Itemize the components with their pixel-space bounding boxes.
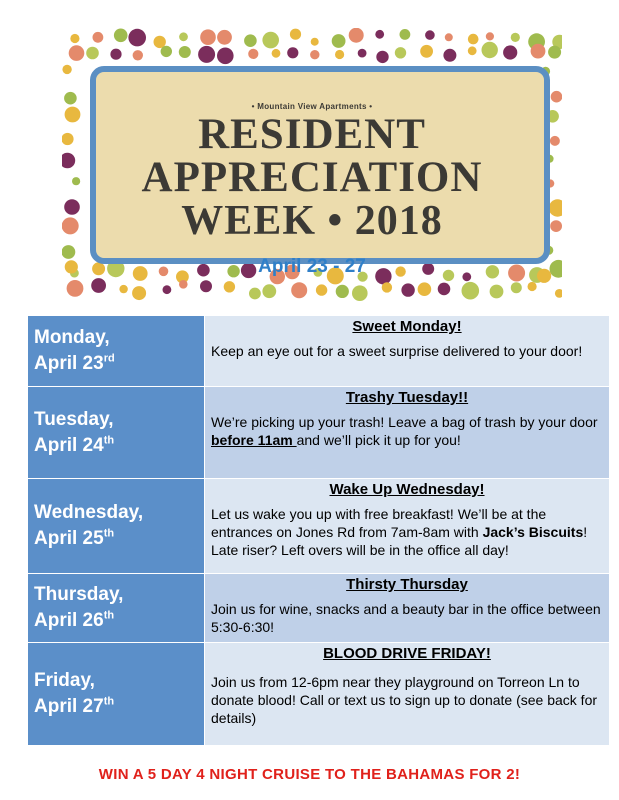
confetti-dot <box>217 30 232 45</box>
confetti-dot <box>503 45 517 59</box>
confetti-dot <box>375 30 384 39</box>
confetti-dot <box>70 34 79 43</box>
confetti-dot <box>438 283 451 296</box>
confetti-dot <box>69 45 85 61</box>
confetti-dot <box>486 32 494 40</box>
confetti-dot <box>349 28 364 43</box>
confetti-dot <box>443 49 456 62</box>
day-date: April 26th <box>34 609 115 631</box>
confetti-dot <box>179 32 188 41</box>
confetti-dot <box>425 30 435 40</box>
confetti-dot <box>511 33 520 42</box>
confetti-dot <box>311 38 319 46</box>
event-body: Keep an eye out for a sweet surprise delivered to your door! <box>211 343 583 359</box>
confetti-dot <box>161 46 172 57</box>
confetti-dot <box>93 32 104 43</box>
day-cell <box>28 387 205 479</box>
event-title: BLOOD DRIVE FRIDAY! <box>323 645 491 662</box>
confetti-dot <box>468 34 479 45</box>
confetti-dot <box>200 29 216 45</box>
confetti-dot <box>198 46 215 63</box>
confetti-dot <box>310 50 319 59</box>
confetti-dot <box>336 285 349 298</box>
schedule-row-friday <box>28 643 610 746</box>
confetti-dot <box>200 280 212 292</box>
event-title: Thirsty Thursday <box>346 576 468 593</box>
day-cell <box>28 479 205 574</box>
confetti-dot <box>248 49 258 59</box>
event-body: Join us for wine, snacks and a beauty bar in the office between 5:30-6:30! <box>211 601 601 635</box>
confetti-dot <box>332 34 346 48</box>
schedule-row-wednesday <box>28 479 610 574</box>
event-body: We’re picking up your trash! Leave a bag of trash by your door before 11am and we’ll pick it up for you! <box>211 414 598 448</box>
banner-title-line3: WEEK • 2018 <box>181 198 443 244</box>
confetti-dot <box>272 49 281 58</box>
confetti-dot <box>262 32 279 49</box>
schedule-row-tuesday <box>28 387 610 479</box>
event-body: Let us wake you up with free breakfast! We’ll be at the entrances on Jones Rd from 7am-8am with Jack’s Biscuits! Late riser? Left overs will be in the office all day! <box>211 506 588 558</box>
event-body: Join us from 12-6pm near they playground on Torreon Ln to donate blood! Call or text us to sign up to donate (see back for details) <box>211 674 598 726</box>
property-name: • Mountain View Apartments • <box>251 102 373 111</box>
banner-title-line2: APPRECIATION <box>141 154 483 201</box>
confetti-dot <box>91 278 106 293</box>
confetti-dot <box>445 33 453 41</box>
confetti-dot <box>262 284 276 298</box>
confetti-dot <box>468 46 477 55</box>
confetti-dot <box>528 282 537 291</box>
confetti-dot <box>511 282 522 293</box>
schedule-row-monday <box>28 316 610 387</box>
confetti-dot <box>395 47 406 58</box>
event-cell <box>205 643 610 746</box>
confetti-dot <box>551 91 562 103</box>
confetti-dot <box>382 282 392 292</box>
day-date: April 25th <box>34 527 115 549</box>
day-date: April 23rd <box>34 352 115 374</box>
confetti-dot <box>179 280 188 289</box>
day-cell <box>28 643 205 746</box>
cruise-giveaway-text: WIN A 5 DAY 4 NIGHT CRUISE TO THE BAHAMAS FOR 2! <box>98 766 521 783</box>
confetti-dot <box>249 288 261 300</box>
banner-title-line1: RESIDENT <box>198 111 426 158</box>
confetti-dot <box>335 50 344 59</box>
confetti-dot <box>482 42 498 58</box>
event-title: Sweet Monday! <box>352 318 462 335</box>
day-name: Friday, <box>34 670 95 691</box>
event-title: Trashy Tuesday!! <box>345 389 469 406</box>
confetti-dot <box>548 46 561 59</box>
confetti-dot <box>418 282 432 296</box>
confetti-dot <box>132 286 146 300</box>
confetti-dot <box>287 47 298 58</box>
event-title: Wake Up Wednesday! <box>329 481 485 498</box>
event-cell <box>205 387 610 479</box>
confetti-dot <box>490 285 504 299</box>
confetti-dot <box>291 282 307 298</box>
confetti-dot <box>133 50 143 60</box>
confetti-dot <box>128 29 146 47</box>
confetti-dot <box>400 29 411 40</box>
schedule-table <box>27 315 610 746</box>
confetti-dot <box>67 280 84 297</box>
event-banner <box>62 28 562 304</box>
confetti-dot <box>316 284 327 295</box>
day-name: Thursday, <box>34 584 124 605</box>
schedule-row-thursday <box>28 574 610 643</box>
confetti-dot <box>352 285 368 301</box>
event-cell <box>205 479 610 574</box>
confetti-dot <box>163 285 172 294</box>
confetti-dot <box>179 46 191 58</box>
confetti-dot <box>62 65 71 74</box>
day-date: April 24th <box>34 434 115 456</box>
confetti-dot <box>376 51 388 63</box>
confetti-dot <box>114 29 128 43</box>
confetti-dot <box>119 285 127 293</box>
confetti-dot <box>462 282 480 300</box>
confetti-dot <box>555 289 562 298</box>
confetti-dot <box>244 34 257 47</box>
day-name: Wednesday, <box>34 502 144 523</box>
banner-dates: April 23 - 27 <box>258 256 366 277</box>
confetti-dot <box>224 281 235 292</box>
event-cell <box>205 316 610 387</box>
event-cell <box>205 574 610 643</box>
confetti-dot <box>290 29 301 40</box>
confetti-dot <box>401 283 414 296</box>
confetti-dot <box>86 47 99 60</box>
day-name: Monday, <box>34 327 110 348</box>
day-name: Tuesday, <box>34 408 114 430</box>
day-date: April 27th <box>34 695 115 717</box>
confetti-dot <box>358 49 367 58</box>
confetti-dot <box>217 48 234 65</box>
day-cell <box>28 316 205 387</box>
confetti-dot <box>420 45 433 58</box>
confetti-dot <box>110 49 121 60</box>
day-cell <box>28 574 205 643</box>
confetti-dot <box>531 44 546 59</box>
